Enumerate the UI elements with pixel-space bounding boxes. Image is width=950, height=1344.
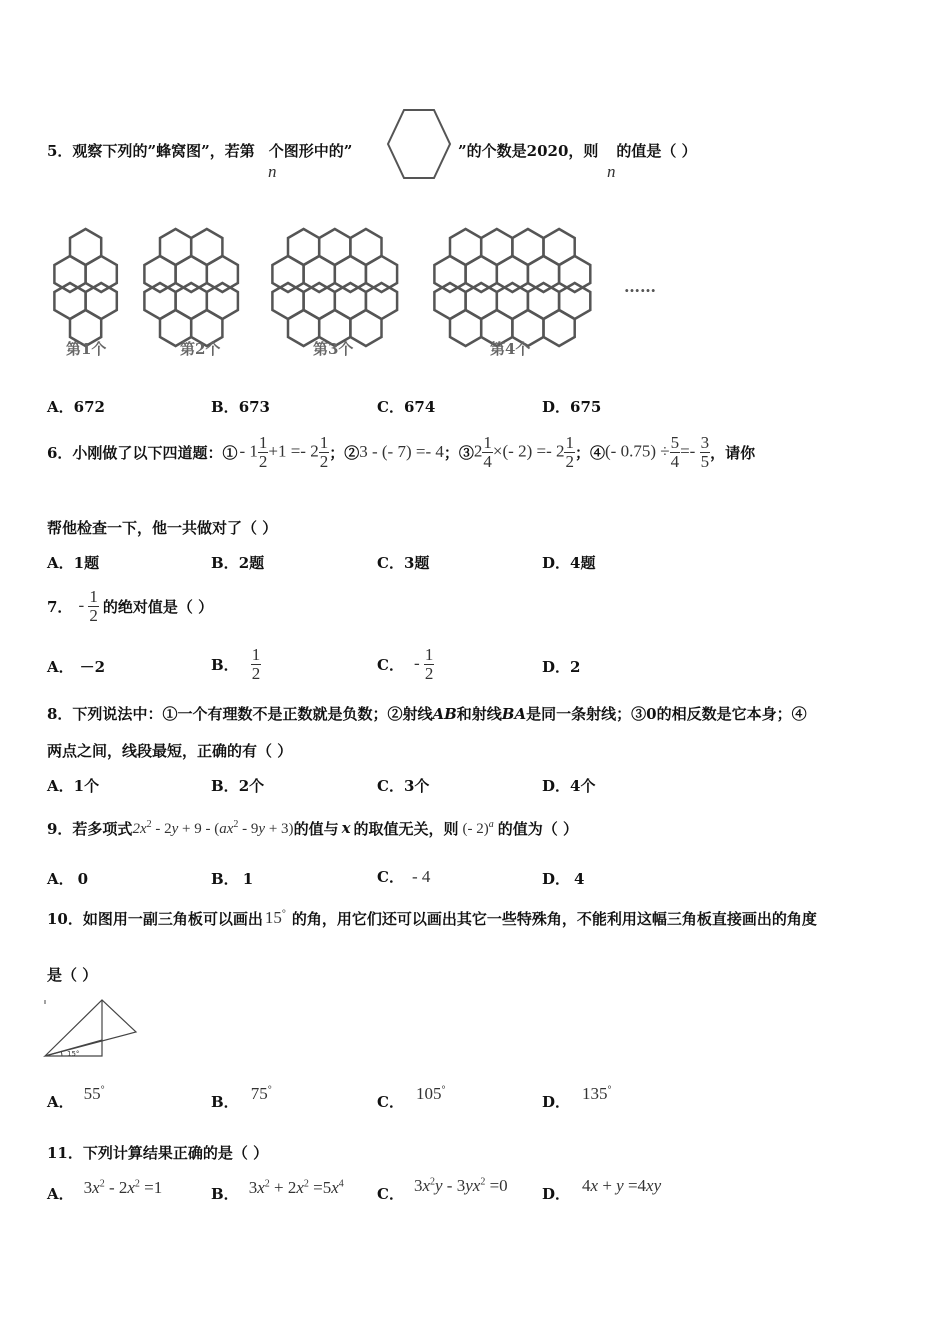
q9-polynomial: $2x^2 - 2y + 9 - (ax^2 - 9y + 3)$ (132, 818, 294, 837)
q6-text-end: ，请你 (710, 443, 756, 462)
q10-option-a[interactable]: A． 55° (47, 1084, 105, 1111)
q11-option-a[interactable]: A． $3x^2 - 2x^2 =1$ (47, 1178, 163, 1203)
honeycomb-cell (272, 256, 303, 292)
honeycomb-cell (176, 256, 207, 292)
q5-stem-2 (458, 140, 697, 161)
q5-text-before: 5．观察下列的”蜂窝图”，若第 (47, 142, 255, 160)
honeycomb-cell (335, 256, 366, 292)
q10-option-c[interactable]: C． 105° (377, 1084, 446, 1111)
q5-var-n-2: n (607, 162, 616, 181)
q8-option-a[interactable]: A．1个 (47, 777, 100, 795)
q6-expr-4: (- 0.75) ÷ $\frac{5}{4}$ =- $\frac{3}{5}$ (605, 432, 710, 471)
q10-angle: 15° (264, 908, 286, 927)
honeycomb-cell (54, 256, 85, 292)
honeycomb-cell (528, 256, 559, 292)
q8-option-d[interactable]: D．4个 (542, 777, 596, 795)
honeycomb-cell (144, 256, 175, 292)
honeycomb-cell (559, 256, 590, 292)
honeycomb-cell (207, 256, 238, 292)
q6-line-2: 帮他检查一下，他一共做对了（ ） (47, 519, 278, 537)
q5-text-after: ”的个数是2020，则 (458, 142, 599, 160)
q5-var-n-1: n (268, 162, 277, 181)
q6-expr-1: - 1 $\frac{1}{2}$ +1 =- 2 $\frac{1}{2}$ (239, 432, 329, 471)
figure-label-4: 第4个 (490, 340, 531, 358)
figure-ellipsis: …… (624, 277, 656, 296)
q7-text-start: 7． (47, 597, 73, 616)
q9-text-start: 9．若多项式 (47, 819, 133, 838)
q11-option-d[interactable]: D． 4x + y =4xy (542, 1176, 662, 1203)
q9-option-d[interactable]: D． 4 (542, 870, 585, 888)
q10-stem: 10．如图用一副三角板可以画出 15° 的角，用它们还可以画出其它一些特殊角，不能利用这幅三角板直接画出的角度 (47, 908, 817, 928)
q6-option-d[interactable]: D．4题 (542, 554, 596, 572)
q7-option-b[interactable]: B． $\frac{1}{2}$ (211, 644, 261, 683)
triangle-rulers-figure (42, 996, 142, 1062)
q6-sep-3: ；③ (443, 443, 474, 462)
q9-stem: 9．若多项式 $2x^2 - 2y + 9 - (ax^2 - 9y + 3)$ 的值与 x 的取值无关，则 (- 2)$^a$ 的值为（ ） (47, 818, 579, 838)
q5-stem (47, 140, 352, 161)
q6-stem (47, 430, 755, 474)
q6-option-a[interactable]: A．1题 (47, 554, 100, 572)
honeycomb-cell (434, 256, 465, 292)
q5-text-mid: 个图形中的” (268, 142, 353, 160)
honeycomb-cell (304, 256, 335, 292)
figure-label-2: 第2个 (180, 340, 221, 358)
honeycomb-cell (450, 310, 481, 346)
figure-label-1: 第1个 (66, 340, 107, 358)
honeycomb-cell (86, 256, 117, 292)
q5-text-end: 的值是（ ） (616, 142, 697, 160)
q10-line-2: 是（ ） (47, 966, 98, 984)
honeycomb-cell (366, 256, 397, 292)
honeycomb-cell (466, 256, 497, 292)
q6-text-start: 6．小刚做了以下四道题：① (47, 443, 238, 462)
figure-angle-label: 15° (67, 1050, 80, 1058)
q5-option-a[interactable]: A．672 (47, 398, 105, 416)
q9-option-b[interactable]: B． 1 (211, 870, 254, 888)
q7-stem (47, 584, 213, 628)
q9-option-a[interactable]: A． 0 (47, 870, 89, 888)
q10-option-b[interactable]: B． 75° (211, 1084, 272, 1111)
q8-line-1: 8．下列说法中：①一个有理数不是正数就是负数；②射线AB和射线BA是同一条射线；③0的相反数是它本身；④ (47, 705, 807, 723)
hexagon-icon (384, 108, 456, 180)
q8-option-c[interactable]: C．3个 (377, 777, 430, 795)
q6-expr-3: 2 $\frac{1}{4}$ ×(- 2) =- 2 $\frac{1}{2}$ (473, 432, 574, 471)
q7-option-a[interactable]: A． －2 (47, 658, 106, 676)
q6-sep-4: ；④ (574, 443, 605, 462)
q5-option-b[interactable]: B．673 (211, 398, 270, 416)
q9-power: (- 2)$^a$ (462, 818, 494, 837)
q7-text-end: 的绝对值是（ ） (102, 597, 214, 616)
q11-option-c[interactable]: C． $3x^2y - 3yx^2 =0$ (377, 1176, 508, 1203)
honeycomb-cell (497, 256, 528, 292)
q11-stem: 11．下列计算结果正确的是（ ） (47, 1144, 269, 1162)
q9-option-c[interactable]: C． - 4 (377, 867, 431, 886)
q10-option-d[interactable]: D． 135° (542, 1084, 612, 1111)
q8-option-b[interactable]: B．2个 (211, 777, 265, 795)
q7-option-d[interactable]: D．2 (542, 658, 581, 676)
q6-option-b[interactable]: B．2题 (211, 554, 265, 572)
q6-option-c[interactable]: C．3题 (377, 554, 430, 572)
honeycomb-cell (350, 310, 381, 346)
figure-label-3: 第3个 (313, 340, 354, 358)
q6-expr-2: 3 - (- 7) =- 4 (359, 442, 444, 461)
q6-sep-2: ；② (329, 443, 360, 462)
honeycomb-figures (40, 225, 680, 365)
q5-option-d[interactable]: D．675 (542, 398, 602, 416)
q8-line-2: 两点之间，线段最短，正确的有（ ） (47, 742, 293, 760)
q11-option-b[interactable]: B． $3x^2 + 2x^2 =5x^4$ (211, 1178, 344, 1203)
q7-expr: - $\frac{1}{2}$ (78, 586, 98, 625)
q5-option-c[interactable]: C．674 (377, 398, 436, 416)
q7-option-c[interactable]: C． - $\frac{1}{2}$ (377, 644, 434, 683)
honeycomb-cell (544, 310, 575, 346)
